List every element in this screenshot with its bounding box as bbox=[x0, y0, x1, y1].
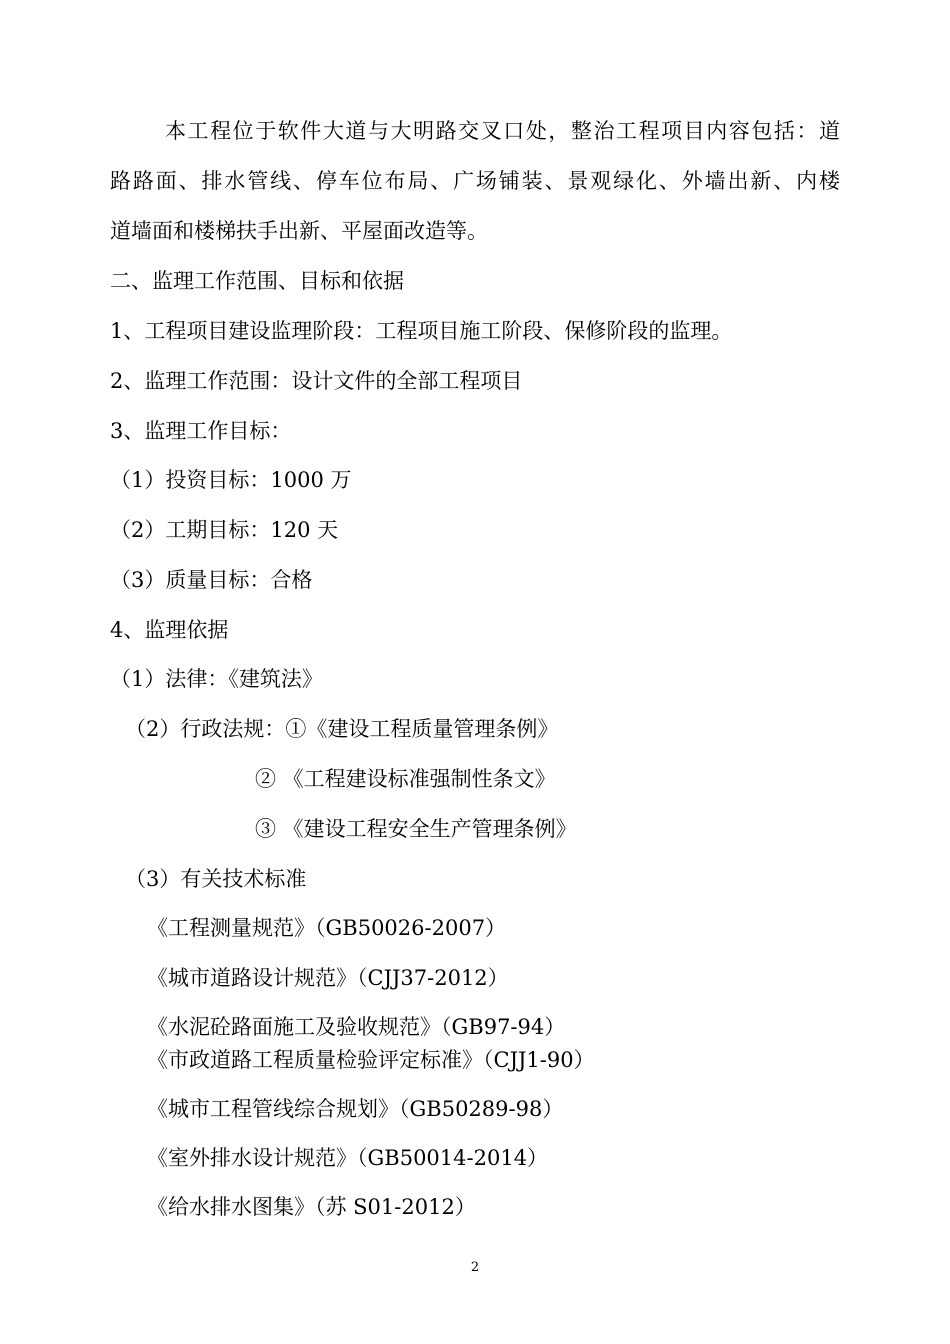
goal-schedule: （2）工期目标：120 天 bbox=[110, 518, 339, 542]
basis-regulation-3: ③ 《建设工程安全生产管理条例》 bbox=[255, 817, 577, 841]
section-heading: 二、监理工作范围、目标和依据 bbox=[110, 269, 404, 293]
basis-regulation-1: （2）行政法规：①《建设工程质量管理条例》 bbox=[125, 717, 559, 741]
standard-item: 《城市工程管线综合规划》（GB50289-98） bbox=[147, 1097, 564, 1121]
goal-quality: （3）质量目标：合格 bbox=[110, 568, 313, 592]
goal-investment: （1）投资目标：1000 万 bbox=[110, 468, 352, 492]
standard-item: 《城市道路设计规范》（CJJ37-2012） bbox=[147, 966, 509, 990]
intro-line-1: 本工程位于软件大道与大明路交叉口处，整治工程项目内容包括：道 bbox=[165, 119, 840, 143]
basis-regulation-2: ② 《工程建设标准强制性条文》 bbox=[255, 767, 556, 791]
basis-law: （1）法律：《建筑法》 bbox=[110, 667, 323, 691]
standards-heading: （3）有关技术标准 bbox=[125, 867, 307, 891]
item-monitoring-scope: 2、监理工作范围：设计文件的全部工程项目 bbox=[110, 369, 523, 393]
item-monitoring-stage: 1、工程项目建设监理阶段：工程项目施工阶段、保修阶段的监理。 bbox=[110, 319, 733, 343]
standard-item: 《工程测量规范》（GB50026-2007） bbox=[147, 916, 507, 940]
standard-item: 《给水排水图集》（苏 S01-2012） bbox=[147, 1195, 476, 1219]
standard-item: 《市政道路工程质量检验评定标准》（CJJ1-90） bbox=[147, 1048, 595, 1072]
standard-item: 《室外排水设计规范》（GB50014-2014） bbox=[147, 1146, 549, 1170]
item-basis-heading: 4、监理依据 bbox=[110, 618, 229, 642]
standard-item: 《水泥砼路面施工及验收规范》（GB97-94） bbox=[147, 1015, 566, 1039]
intro-line-2: 路路面、排水管线、停车位布局、广场铺装、景观绿化、外墙出新、内楼 bbox=[110, 169, 840, 193]
item-goals-heading: 3、监理工作目标： bbox=[110, 419, 292, 443]
page-number: 2 bbox=[470, 1260, 480, 1275]
intro-line-3: 道墙面和楼梯扶手出新、平屋面改造等。 bbox=[110, 219, 488, 243]
